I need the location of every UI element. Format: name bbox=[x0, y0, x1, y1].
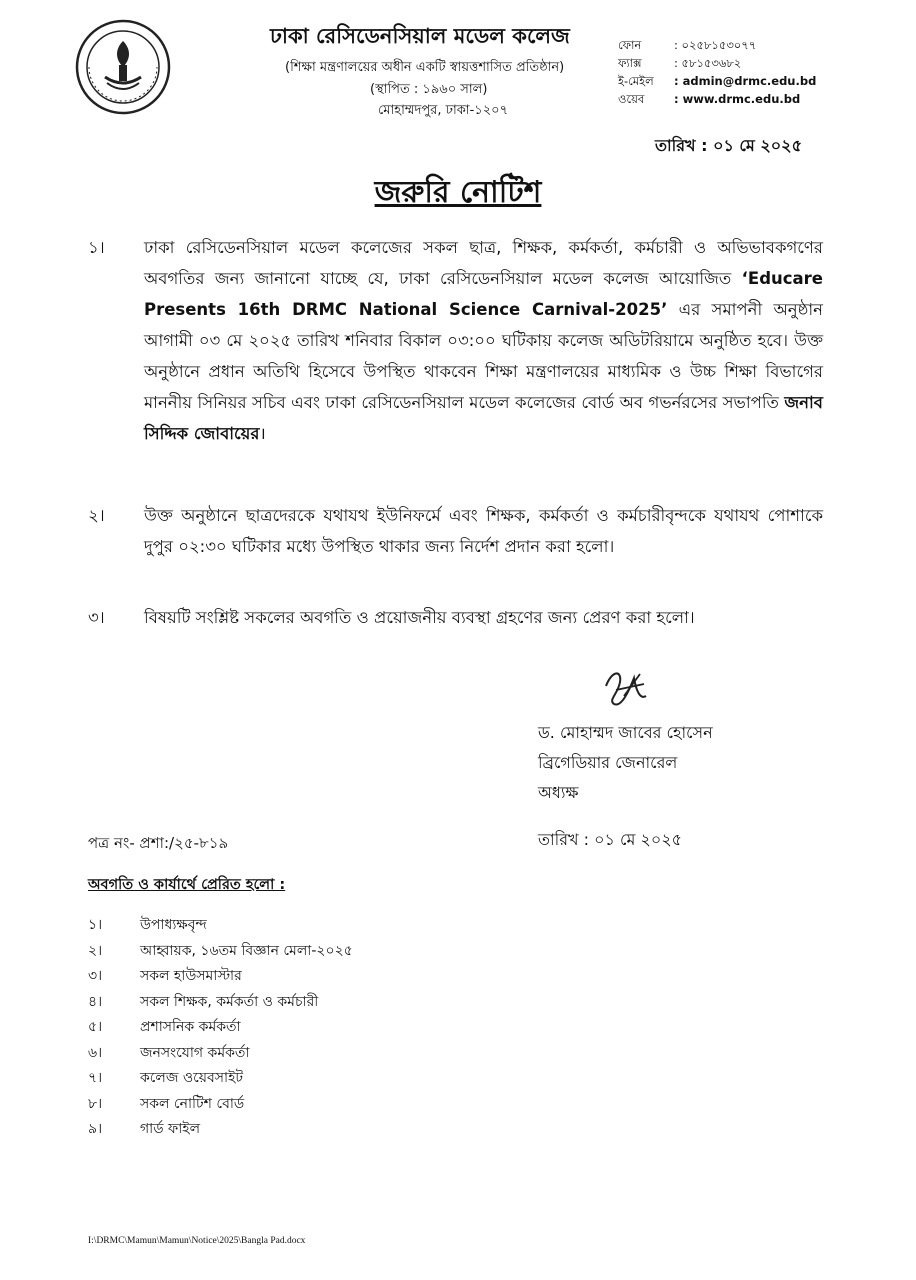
paragraph-1 bbox=[88, 232, 823, 449]
contact-value: : ৫৮১৫৩৬৮২ bbox=[674, 56, 742, 70]
paragraph-text-part: । bbox=[259, 424, 266, 443]
list-item-number: ৯। bbox=[88, 1121, 103, 1137]
signatory-designation: অধ্যক্ষ bbox=[538, 783, 579, 802]
list-item-label: গার্ড ফাইল bbox=[140, 1121, 200, 1137]
paragraph-2 bbox=[88, 500, 823, 562]
list-item-label: কলেজ ওয়েবসাইট bbox=[140, 1070, 244, 1086]
paragraph-number: ৩। bbox=[88, 608, 105, 627]
paragraph-3 bbox=[88, 602, 823, 633]
contact-phone bbox=[618, 36, 816, 54]
list-item bbox=[88, 1092, 353, 1118]
paragraph-text: উক্ত অনুষ্ঠানে ছাত্রদেরকে যথাযথ ইউনিফর্মে এবং শিক্ষক, কর্মকর্তা ও কর্মচারীবৃন্দকে যথাযথ পোশাকে দুপুর ০২:৩০ ঘটিকার মধ্যে উপস্থিত থাকার জন্য নির্দেশ প্রদান করা হলো। bbox=[144, 506, 823, 556]
list-item-label: আহ্বায়ক, ১৬তম বিজ্ঞান মেলা-২০২৫ bbox=[140, 942, 353, 959]
contact-fax bbox=[618, 54, 816, 72]
contact-email bbox=[618, 72, 816, 90]
college-seal-icon bbox=[75, 19, 171, 115]
distribution-heading: অবগতি ও কার্যার্থে প্রেরিত হলো : bbox=[88, 877, 286, 893]
list-item bbox=[88, 939, 353, 965]
signature-date: তারিখ : ০১ মে ২০২৫ bbox=[538, 830, 683, 849]
list-item-label: উপাধ্যক্ষবৃন্দ bbox=[140, 917, 207, 933]
list-item-number: ৪। bbox=[88, 993, 103, 1010]
list-item bbox=[88, 990, 353, 1016]
paragraph-text-part: এর সমাপনী অনুষ্ঠান আগামী ০৩ মে ২০২৫ তারিখ শনিবার বিকাল ০৩:০০ ঘটিকায় কলেজ অডিটরিয়ামে অনুষ্ঠিত হবে। উক্ত অনুষ্ঠানে প্রধান অতিথি হিসেবে উপস্থিত থাকবেন শিক্ষা মন্ত্রণালয়ের মাধ্যমিক ও উচ্চ শিক্ষা বিভাগের মাননীয় সিনিয়র সচিব এবং ঢাকা রেসিডেনসিয়াল মডেল কলেজের বোর্ড অব গভর্নরসের সভাপতি bbox=[144, 300, 823, 412]
list-item-number: ৫। bbox=[88, 1019, 103, 1035]
contact-label: ই-মেইল bbox=[618, 74, 654, 88]
contact-value: : admin@drmc.edu.bd bbox=[674, 74, 817, 88]
contact-value: : www.drmc.edu.bd bbox=[674, 92, 801, 106]
distribution-list bbox=[88, 913, 353, 1143]
list-item bbox=[88, 1117, 353, 1143]
paragraph-number: ১। bbox=[88, 238, 105, 257]
paragraph-number: ২। bbox=[88, 506, 105, 525]
institution-address: মোহাম্মদপুর, ঢাকা-১২০৭ bbox=[378, 103, 509, 118]
contact-label: ফোন bbox=[618, 38, 642, 52]
list-item-number: ১। bbox=[88, 917, 103, 933]
contact-web bbox=[618, 90, 816, 108]
list-item-number: ৩। bbox=[88, 968, 103, 984]
signature-block bbox=[538, 718, 713, 808]
contact-label: ওয়েব bbox=[618, 92, 645, 106]
list-item-label: প্রশাসনিক কর্মকর্তা bbox=[140, 1019, 241, 1035]
signature-icon bbox=[600, 666, 652, 710]
notice-date: তারিখ : ০১ মে ২০২৫ bbox=[655, 136, 802, 155]
paragraph-text bbox=[144, 232, 823, 449]
paragraph-text: বিষয়টি সংশ্লিষ্ট সকলের অবগতি ও প্রয়োজনীয় ব্যবস্থা গ্রহণের জন্য প্রেরণ করা হলো। bbox=[144, 608, 695, 627]
list-item-label: সকল শিক্ষক, কর্মকর্তা ও কর্মচারী bbox=[140, 993, 319, 1010]
contact-label: ফ্যাক্স bbox=[618, 56, 642, 70]
signatory-rank: ব্রিগেডিয়ার জেনারেল bbox=[538, 753, 678, 772]
chief-guest-name: জনাব সিদ্দিক জোবায়ের bbox=[144, 393, 823, 443]
list-item-label: সকল নোটিশ বোর্ড bbox=[140, 1095, 245, 1112]
list-item-number: ৬। bbox=[88, 1044, 103, 1061]
list-item-number: ৮। bbox=[88, 1095, 103, 1112]
reference-number: পত্র নং- প্রশা:/২৫-৮১৯ bbox=[88, 834, 229, 852]
established-year: (স্থাপিত : ১৯৬০ সাল) bbox=[370, 82, 488, 97]
list-item-number: ৭। bbox=[88, 1070, 103, 1086]
list-item-label: সকল হাউসমাস্টার bbox=[140, 968, 242, 984]
list-item bbox=[88, 1041, 353, 1067]
institution-subtitle: (শিক্ষা মন্ত্রণালয়ের অধীন একটি স্বায়ত্তশাসিত প্রতিষ্ঠান) bbox=[285, 60, 565, 75]
list-item bbox=[88, 1015, 353, 1041]
institution-name: ঢাকা রেসিডেনসিয়াল মডেল কলেজ bbox=[270, 24, 570, 48]
file-path-footer: I:\DRMC\Mamun\Mamun\Notice\2025\Bangla Pad.docx bbox=[88, 1236, 306, 1246]
contact-block bbox=[618, 36, 816, 108]
list-item bbox=[88, 964, 353, 990]
paragraph-text-part: ঢাকা রেসিডেনসিয়াল মডেল কলেজের সকল ছাত্র, শিক্ষক, কর্মকর্তা, কর্মচারী ও অভিভাবকগণের অবগতির জন্য জানানো যাচ্ছে যে, ঢাকা রেসিডেনসিয়াল মডেল কলেজ আয়োজিত bbox=[144, 238, 823, 288]
event-name: ‘Educare Presents 16th DRMC National Science Carnival-2025’ bbox=[144, 269, 823, 319]
list-item bbox=[88, 1066, 353, 1092]
list-item-label: জনসংযোগ কর্মকর্তা bbox=[140, 1044, 250, 1061]
notice-title: জরুরি নোটিশ bbox=[374, 175, 542, 210]
contact-value: : ০২৫৮১৫৩০৭৭ bbox=[674, 38, 757, 52]
list-item-number: ২। bbox=[88, 942, 103, 959]
list-item bbox=[88, 913, 353, 939]
signatory-name: ড. মোহাম্মদ জাবের হোসেন bbox=[538, 723, 713, 742]
